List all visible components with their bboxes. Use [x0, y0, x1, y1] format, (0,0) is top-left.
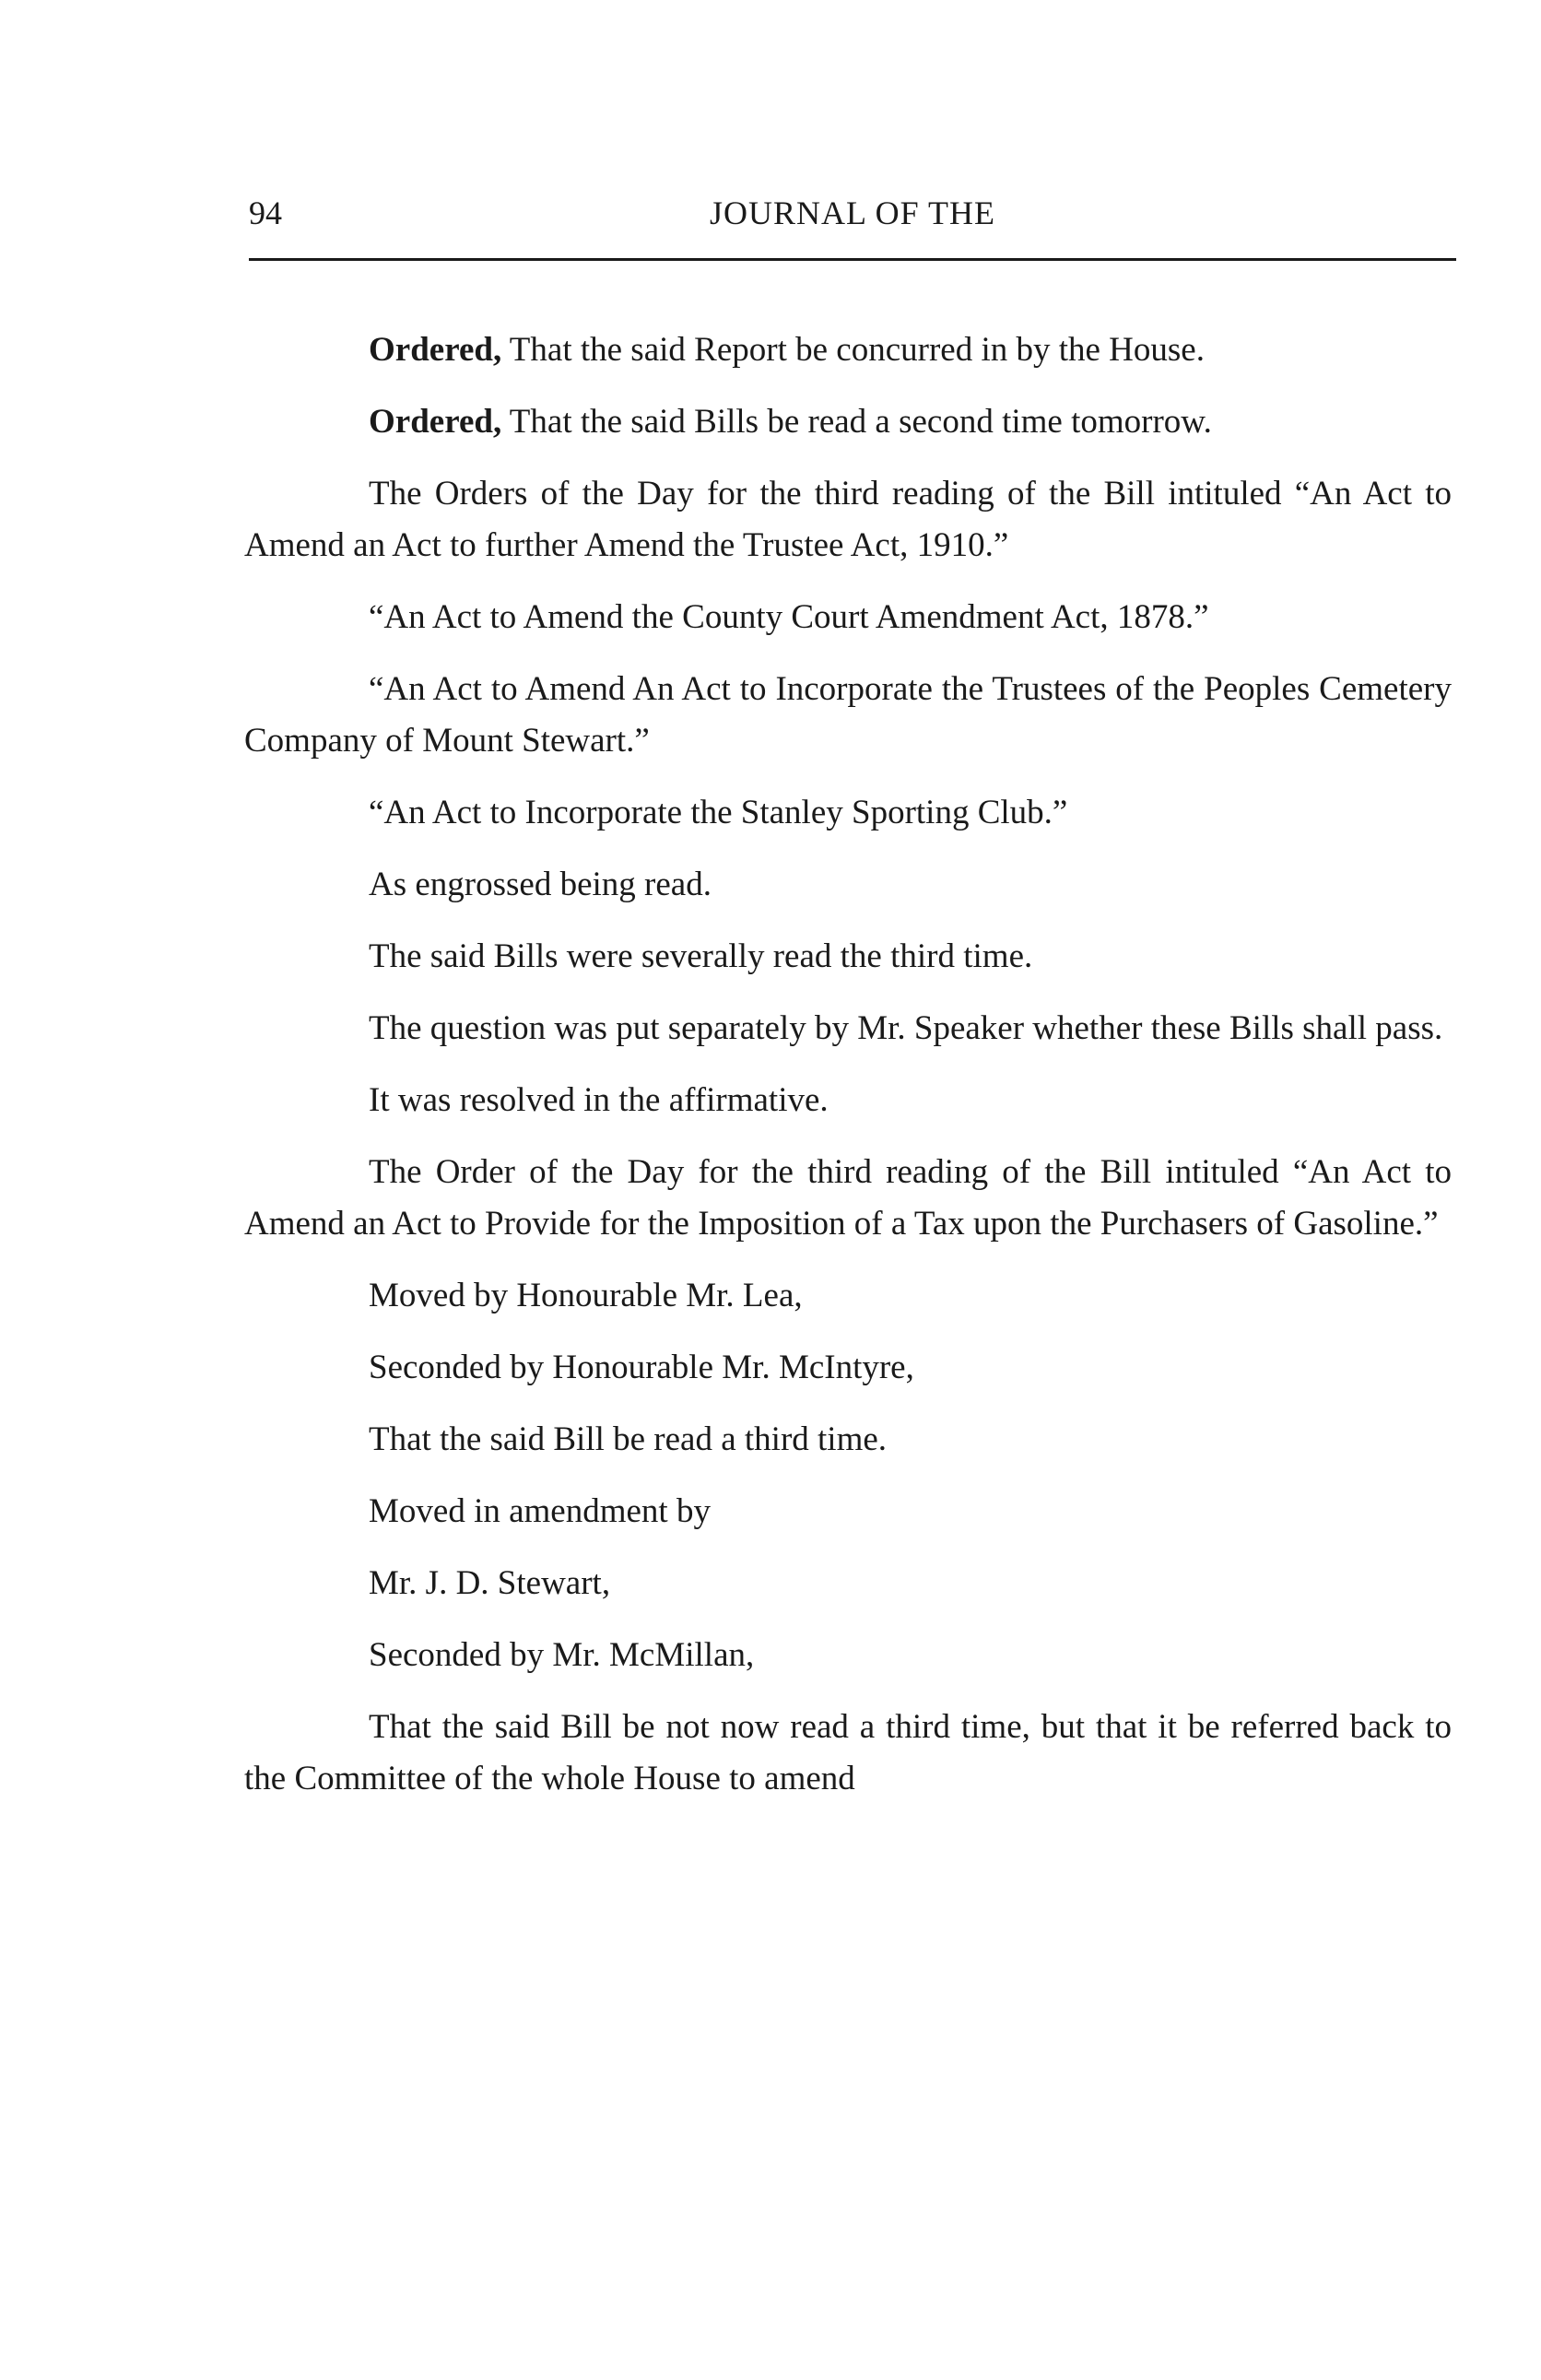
ordered-label: Ordered, [369, 331, 502, 369]
header-rule [249, 258, 1456, 261]
paragraph-ordered-report [244, 324, 1452, 376]
paragraph-moved-amendment: Moved in amendment by [369, 1492, 711, 1530]
paragraph-county-court-act: “An Act to Amend the County Court Amendment Act, 1878.” [369, 598, 1209, 636]
paragraph-cemetery-act: “An Act to Amend An Act to Incorporate the Trustees of the Peoples Cemetery Company of Mount Stewart.” [244, 670, 1452, 760]
page-number: 94 [249, 194, 282, 231]
paragraph-text: That the said Report be concurred in by the House. [501, 331, 1205, 369]
running-title: JOURNAL OF THE [709, 194, 995, 231]
paragraph-seconder: Seconded by Mr. McMillan, [369, 1636, 755, 1674]
paragraph-seconded-by: Seconded by Honourable Mr. McIntyre, [369, 1349, 914, 1386]
ordered-label: Ordered, [369, 403, 502, 441]
paragraph-read-third: That the said Bill be read a third time. [369, 1420, 888, 1458]
paragraph-orders-of-day: The Orders of the Day for the third reading of the Bill intituled “An Act to Amend an Act to further Amend the Trustee Act, 1910.” [244, 475, 1452, 564]
paragraph-sporting-club-act: “An Act to Incorporate the Stanley Sporting Club.” [369, 794, 1068, 831]
paragraph-read-third-time: The said Bills were severally read the third time. [369, 937, 1033, 975]
paragraph-text: That the said Bills be read a second time tomorrow. [501, 403, 1212, 441]
paragraph-engrossed: As engrossed being read. [369, 866, 712, 903]
paragraph-question-put: The question was put separately by Mr. Speaker whether these Bills shall pass. [369, 1009, 1443, 1047]
paragraph-resolved: It was resolved in the affirmative. [369, 1081, 829, 1119]
journal-body [244, 324, 1452, 1825]
paragraph-moved-by: Moved by Honourable Mr. Lea, [369, 1277, 803, 1314]
paragraph-ordered-bills [244, 396, 1452, 448]
page-header [249, 194, 1456, 249]
paragraph-mover-name: Mr. J. D. Stewart, [369, 1564, 611, 1602]
paragraph-amendment-text: That the said Bill be not now read a third time, but that it be referred back to the Committee of the whole House to amend [244, 1708, 1452, 1797]
paragraph-gasoline-act: The Order of the Day for the third reading of the Bill intituled “An Act to Amend an Act to Provide for the Imposition of a Tax upon the Purchasers of Gasoline.” [244, 1153, 1452, 1243]
